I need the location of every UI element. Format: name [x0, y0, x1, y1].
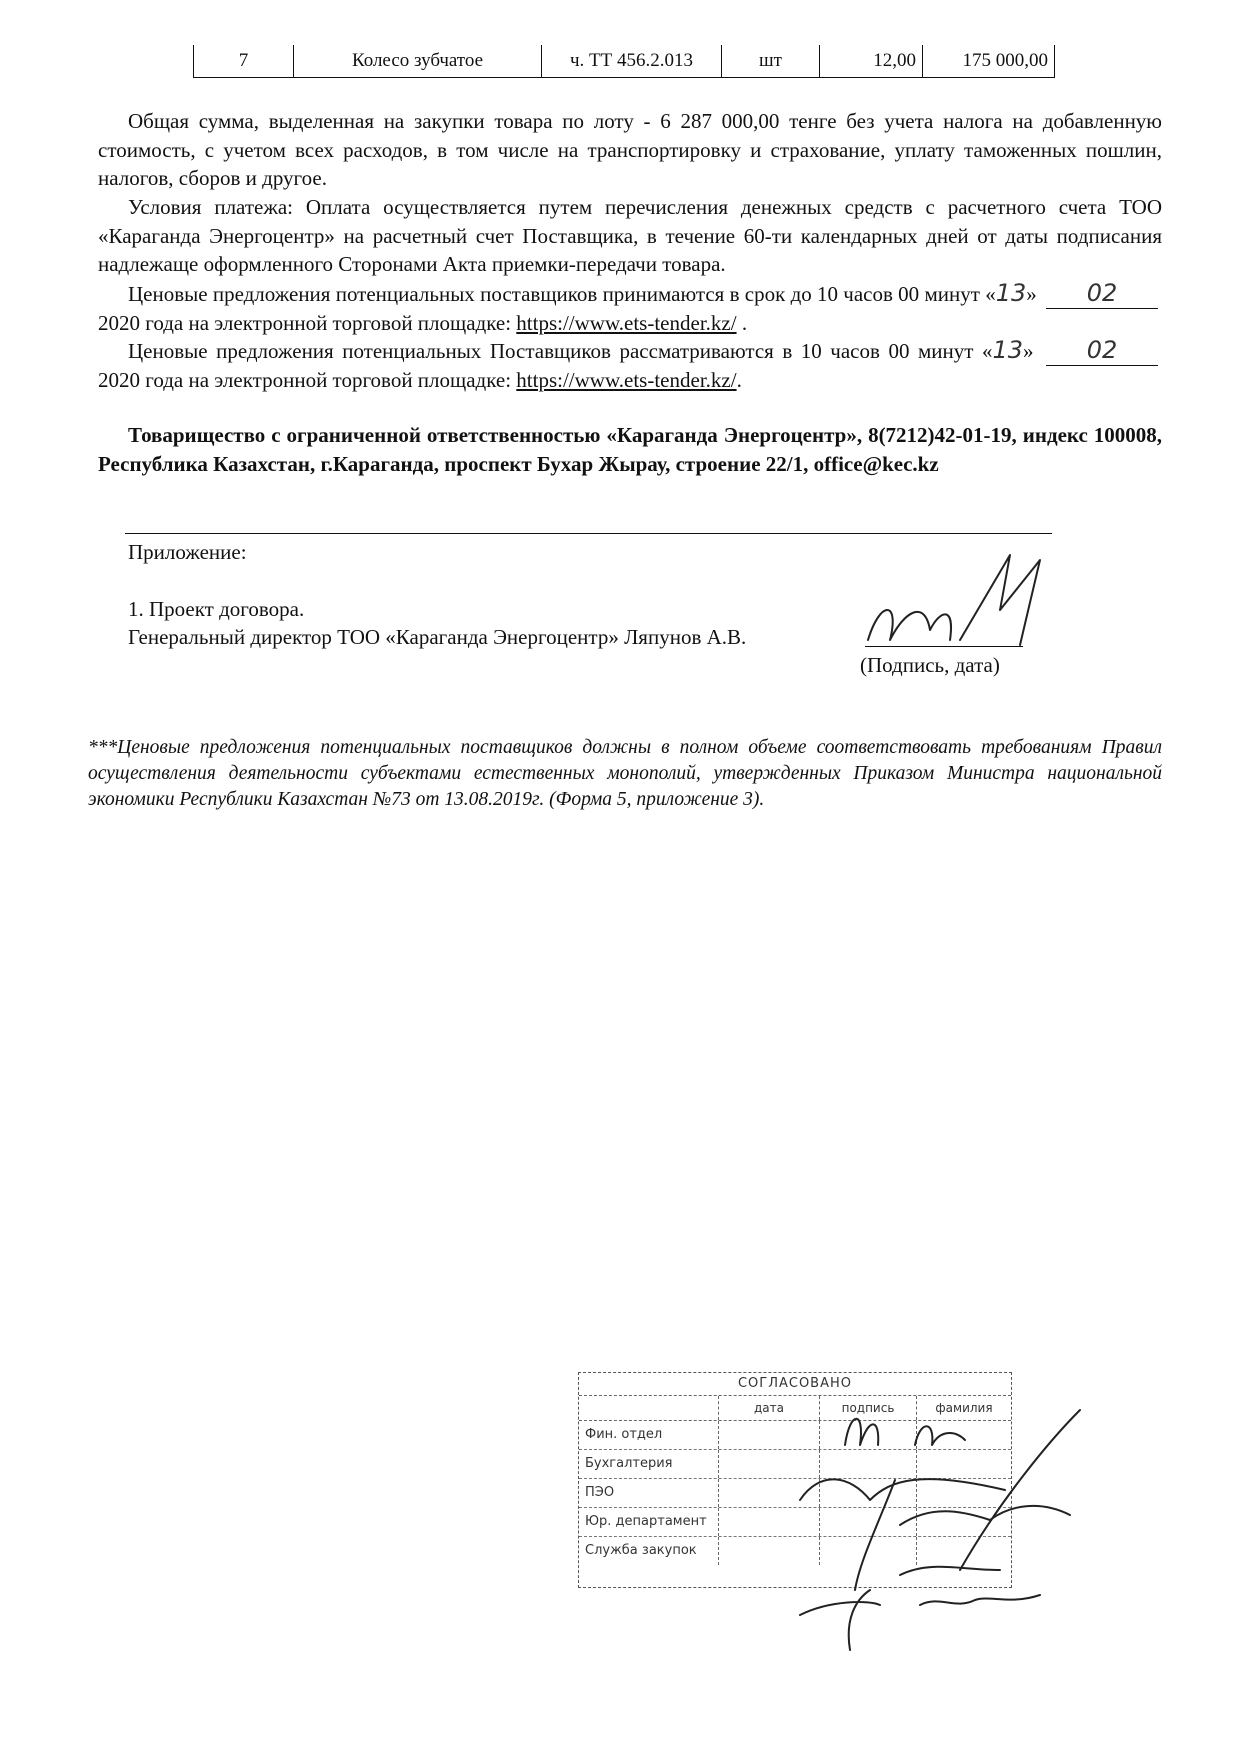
- stamp-signature-7: [800, 1480, 895, 1650]
- stamp-header-name: фамилия: [935, 1401, 993, 1415]
- item-name: Колесо зубчатое: [294, 45, 542, 77]
- stamp-dept-peo: ПЭО: [579, 1479, 719, 1507]
- item-price: 175 000,00: [962, 50, 1048, 71]
- stamp-dept-finance: Фин. отдел: [579, 1421, 719, 1449]
- director-line: Генеральный директор ТОО «Караганда Энергоцентр» Ляпунов А.В.: [128, 625, 747, 649]
- footnote: ***Ценовые предложения потенциальных поставщиков должны в полном объеме соответствовать требованиям Правил осуществления деятельности субъектами естественных монополий, утвержденных Приказом Министра национальной экономики Республики Казахстан №73 от 13.08.2019г. (Форма 5, приложение 3).: [88, 737, 1162, 810]
- stamp-signature-4: [900, 1506, 1070, 1525]
- company-info: Товарищество с ограниченной ответственностью «Караганда Энергоцентр», 8(7212)42-01-19, индекс 100008, Республика Казахстан, г.Караганда, проспект Бухар Жырау, строение 22/1, office@kec.kz: [98, 423, 1162, 476]
- stamp-header-sign: подпись: [820, 1396, 917, 1420]
- quote-close: »: [1022, 339, 1034, 363]
- quote-close: »: [1026, 282, 1037, 306]
- acceptance-suffix: .: [736, 310, 748, 335]
- director-signature: [868, 555, 1040, 645]
- acceptance-year-text: 2020 года на электронной торговой площадке:: [98, 310, 512, 335]
- tender-link-review[interactable]: https://www.ets-tender.kz/: [516, 367, 737, 392]
- quote-open: «: [981, 339, 993, 363]
- signature-caption: (Подпись, дата): [860, 653, 1000, 677]
- stamp-signature-1: [845, 1419, 878, 1445]
- review-month: 02: [1046, 336, 1158, 366]
- item-quantity: 12,00: [820, 45, 923, 77]
- stamp-signature-6: [960, 1410, 1080, 1570]
- stamp-dept-accounting: Бухгалтерия: [579, 1450, 719, 1478]
- item-code: ч. ТТ 456.2.013: [542, 45, 722, 77]
- row-number: 7: [194, 45, 294, 77]
- quote-open: «: [985, 282, 996, 306]
- acceptance-month: 02: [1046, 279, 1158, 309]
- appendix-label: Приложение:: [128, 540, 247, 564]
- stamp-dept-legal: Юр. департамент: [579, 1508, 719, 1536]
- appendix-item: 1. Проект договора.: [128, 597, 305, 621]
- tender-link[interactable]: https://www.ets-tender.kz/: [516, 310, 737, 335]
- review-text: Ценовые предложения потенциальных Поставщиков рассматриваются в 10 часов 00 минут: [128, 339, 974, 363]
- stamp-dept-procurement: Служба закупок: [579, 1537, 719, 1565]
- stamp-signature-8: [920, 1595, 1040, 1605]
- item-unit: шт: [722, 45, 820, 77]
- acceptance-text: Ценовые предложения потенциальных поставщиков принимаются в срок до 10 часов 00 минут: [128, 282, 980, 306]
- stamp-signature-5: [900, 1567, 1000, 1575]
- payment-terms-paragraph: Условия платежа: Оплата осуществляется путем перечисления денежных средств с расчетного счета ТОО «Караганда Энергоцентр» на расчетный счет Поставщика, в течение 60-ти календарных дней от даты подписания надлежаще оформленного Сторонами Акта приемки-передачи товара.: [98, 195, 1162, 276]
- stamp-signature-3: [800, 1479, 1005, 1500]
- total-amount-paragraph: Общая сумма, выделенная на закупки товара по лоту - 6 287 000,00 тенге без учета налога на добавленную стоимость, с учетом всех расходов, в том числе на транспортировку и страхование, уплату таможенных пошлин, налогов, сборов и другое.: [98, 109, 1162, 190]
- stamp-title: СОГЛАСОВАНО: [579, 1373, 1011, 1396]
- review-year-text: 2020 года на электронной торговой площадке:: [98, 367, 512, 392]
- stamp-header-date: дата: [719, 1396, 820, 1420]
- review-day: 13: [992, 336, 1023, 364]
- stamp-signature-2: [915, 1426, 965, 1445]
- acceptance-day: 13: [995, 279, 1027, 307]
- review-suffix: .: [736, 367, 742, 392]
